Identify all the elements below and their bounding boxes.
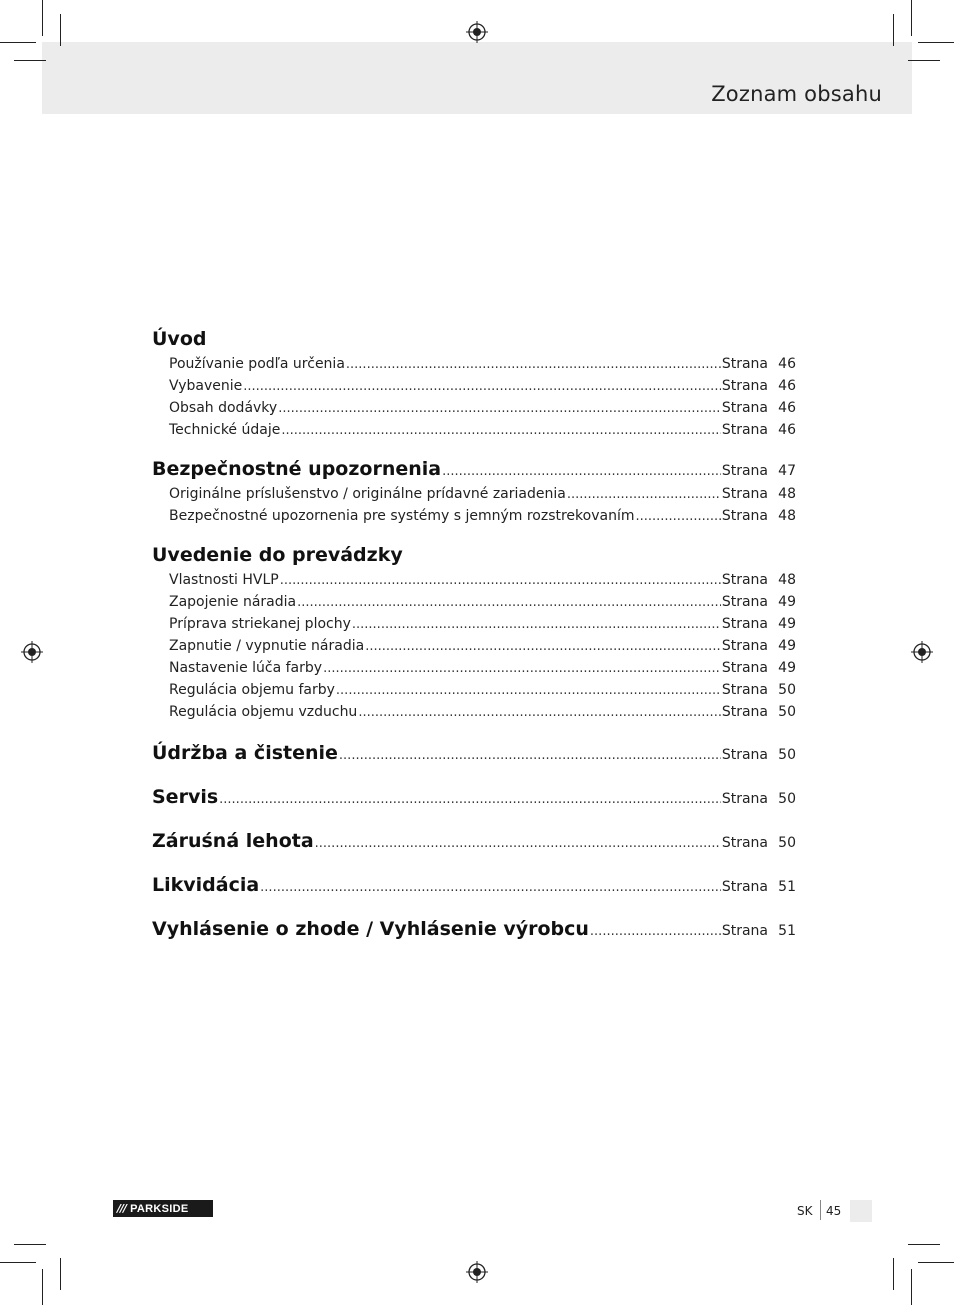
- crop-mark: [911, 1269, 912, 1305]
- toc-page-ref: Strana 48: [721, 508, 796, 524]
- toc-section-title: Vyhlásenie o zhode / Vyhlásenie výrobcu: [152, 918, 589, 940]
- page-number: 45: [826, 1204, 842, 1218]
- crop-mark: [0, 42, 36, 43]
- toc-section-title: Údržba a čistenie: [152, 742, 338, 764]
- toc-section-title: Úvod: [152, 328, 207, 350]
- dot-leader: [635, 509, 720, 524]
- toc-entry-label: Technické údaje: [169, 422, 281, 438]
- toc-page-ref: Strana 51: [721, 879, 796, 895]
- language-code: SK: [797, 1204, 813, 1218]
- toc-entry: [152, 660, 796, 682]
- toc-section-title: Bezpečnostné upozornenia: [152, 458, 442, 480]
- dot-leader: [219, 792, 721, 807]
- dot-leader: [442, 464, 721, 479]
- registration-mark-icon: [466, 1261, 488, 1283]
- toc-entry-label: Originálne príslušenstvo / originálne prídavné zariadenia: [169, 486, 566, 502]
- toc-entry-label: Regulácia objemu vzduchu: [169, 704, 358, 720]
- toc-page-ref: Strana 50: [721, 835, 796, 851]
- crop-mark: [14, 60, 46, 61]
- dot-leader: [567, 487, 721, 502]
- toc-entry: [152, 422, 796, 444]
- logo-text: PARKSIDE: [130, 1202, 189, 1215]
- toc-section-title: Uvedenie do prevádzky: [152, 544, 403, 566]
- toc-section-heading: [152, 918, 796, 946]
- dot-leader: [590, 924, 721, 939]
- toc-page-ref: Strana 48: [721, 486, 796, 502]
- toc-page-ref: Strana 49: [721, 660, 796, 676]
- toc-page-ref: Strana 46: [721, 356, 796, 372]
- dot-leader: [278, 401, 721, 416]
- dot-leader: [339, 748, 721, 763]
- toc-page-ref: Strana 48: [721, 572, 796, 588]
- crop-mark: [908, 60, 940, 61]
- table-of-contents: [152, 328, 796, 946]
- toc-entry-label: Regulácia objemu farby: [169, 682, 335, 698]
- crop-mark: [893, 14, 894, 46]
- dot-leader: [358, 705, 721, 720]
- toc-entry-label: Vybavenie: [169, 378, 243, 394]
- toc-entry: [152, 486, 796, 508]
- dot-leader: [260, 880, 721, 895]
- crop-mark: [918, 1262, 954, 1263]
- toc-section-heading: [152, 742, 796, 770]
- toc-page-ref: Strana 49: [721, 594, 796, 610]
- toc-page-ref: Strana 50: [721, 682, 796, 698]
- toc-entry-label: Príprava striekanej plochy: [169, 616, 351, 632]
- toc-section-heading: [152, 874, 796, 902]
- dot-leader: [297, 595, 721, 610]
- toc-section-heading: [152, 544, 796, 572]
- dot-leader: [280, 573, 721, 588]
- footer-tab-block: [850, 1200, 872, 1222]
- toc-page-ref: Strana 46: [721, 422, 796, 438]
- dot-leader: [315, 836, 721, 851]
- dot-leader: [346, 357, 721, 372]
- toc-page-ref: Strana 47: [721, 463, 796, 479]
- toc-entry-label: Obsah dodávky: [169, 400, 278, 416]
- crop-mark: [60, 1258, 61, 1290]
- dot-leader: [323, 661, 721, 676]
- dot-leader: [243, 379, 721, 394]
- logo-stripes-icon: ///: [117, 1202, 127, 1215]
- toc-entry-label: Vlastnosti HVLP: [169, 572, 279, 588]
- crop-mark: [893, 1258, 894, 1290]
- toc-entry: [152, 704, 796, 726]
- toc-entry: [152, 400, 796, 422]
- toc-page-ref: Strana 51: [721, 923, 796, 939]
- footer-divider: [820, 1200, 821, 1220]
- crop-mark: [908, 1244, 940, 1245]
- crop-mark: [0, 1262, 36, 1263]
- crop-mark: [60, 14, 61, 46]
- toc-entry-label: Používanie podľa určenia: [169, 356, 345, 372]
- toc-section-title: Likvidácia: [152, 874, 260, 896]
- toc-section-heading: [152, 458, 796, 486]
- toc-page-ref: Strana 49: [721, 638, 796, 654]
- toc-page-ref: Strana 46: [721, 378, 796, 394]
- toc-entry: [152, 508, 796, 530]
- toc-entry: [152, 594, 796, 616]
- toc-page-ref: Strana 46: [721, 400, 796, 416]
- parkside-logo: [113, 1200, 213, 1217]
- registration-mark-icon: [21, 641, 43, 663]
- toc-entry-label: Bezpečnostné upozornenia pre systémy s jemným rozstrekovaním: [169, 508, 635, 524]
- crop-mark: [42, 1269, 43, 1305]
- toc-entry-label: Zapnutie / vypnutie náradia: [169, 638, 365, 654]
- crop-mark: [918, 42, 954, 43]
- crop-mark: [14, 1244, 46, 1245]
- toc-entry: [152, 682, 796, 704]
- toc-section-heading: [152, 786, 796, 814]
- registration-mark-icon: [466, 21, 488, 43]
- crop-mark: [42, 0, 43, 36]
- registration-mark-icon: [911, 641, 933, 663]
- toc-section-heading: [152, 830, 796, 858]
- toc-entry: [152, 572, 796, 594]
- toc-entry-label: Zapojenie náradia: [169, 594, 297, 610]
- dot-leader: [336, 683, 721, 698]
- dot-leader: [365, 639, 721, 654]
- toc-entry: [152, 638, 796, 660]
- toc-entry: [152, 616, 796, 638]
- toc-entry-label: Nastavenie lúča farby: [169, 660, 323, 676]
- toc-page-ref: Strana 50: [721, 704, 796, 720]
- toc-section-heading: [152, 328, 796, 356]
- toc-entry: [152, 378, 796, 400]
- toc-page-ref: Strana 50: [721, 747, 796, 763]
- dot-leader: [352, 617, 721, 632]
- page-title: Zoznam obsahu: [711, 82, 882, 106]
- toc-section-title: Záruśná lehota: [152, 830, 314, 852]
- toc-section-title: Servis: [152, 786, 219, 808]
- toc-page-ref: Strana 49: [721, 616, 796, 632]
- crop-mark: [911, 0, 912, 36]
- dot-leader: [281, 423, 720, 438]
- toc-page-ref: Strana 50: [721, 791, 796, 807]
- toc-entry: [152, 356, 796, 378]
